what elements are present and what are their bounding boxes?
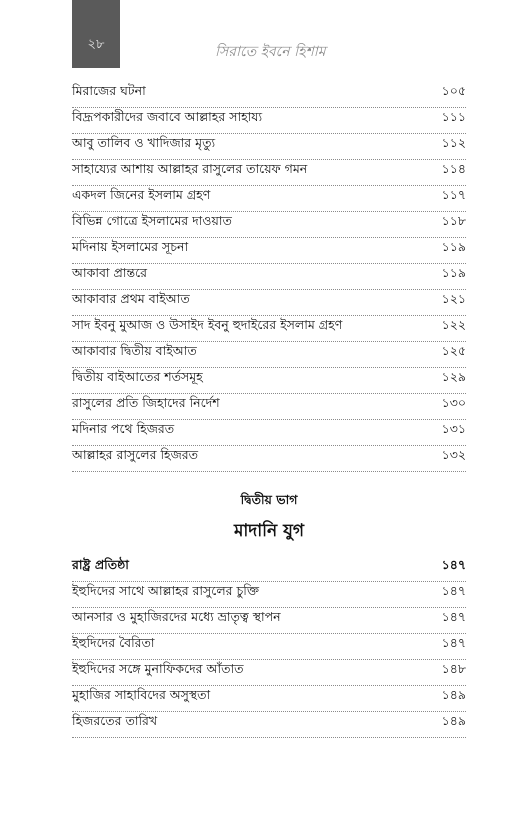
toc-entry-title: আবু তালিব ও খাদিজার মৃত্যু [72,135,216,150]
toc-entry[interactable] [72,712,466,738]
toc-entry[interactable] [72,108,466,134]
toc-entry-page: ১৩১ [441,421,466,436]
toc-entry-title: আকাবা প্রান্তরে [72,265,147,280]
toc-entry-page: ১৪৭ [441,635,466,650]
toc-list-part-one [72,82,466,472]
toc-entry-page: ১১১ [441,109,466,124]
part-title: মাদানি যুগ [233,521,305,541]
toc-entry[interactable] [72,446,466,472]
toc-entry-title: আকাবার দ্বিতীয় বাইআত [72,343,197,358]
toc-entry-page: ১১৯ [441,265,466,280]
toc-entry-page: ১০৫ [441,83,466,98]
toc-entry[interactable] [72,82,466,108]
toc-entry-title: মদিনায় ইসলামের সূচনা [72,239,189,254]
toc-entry-title: রাসুলের প্রতি জিহাদের নির্দেশ [72,395,220,410]
toc-entry-page: ১৪৮ [441,661,466,676]
toc-entry-page: ১৪৭ [441,557,466,572]
toc-entry-title: দ্বিতীয় বাইআতের শর্তসমূহ [72,369,203,384]
toc-entry-title: মিরাজের ঘটনা [72,83,146,98]
toc-entry-title: রাষ্ট্র প্রতিষ্ঠা [72,557,129,572]
toc-entry-title: আকাবার প্রথম বাইআত [72,291,190,306]
toc-entry[interactable] [72,290,466,316]
toc-entry-page: ১৩০ [441,395,466,410]
running-title: সিরাতে ইবনে হিশাম [215,44,326,60]
toc-entry[interactable] [72,394,466,420]
toc-entry[interactable] [72,342,466,368]
toc-entry-title: বিভিন্ন গোত্রে ইসলামের দাওয়াত [72,213,232,228]
toc-entry[interactable] [72,660,466,686]
toc-entry-title: সাদ ইবনু মুআজ ও উসাইদ ইবনু হুদাইরের ইসলাম গ্রহণ [72,317,343,332]
toc-entry-title: বিদ্রূপকারীদের জবাবে আল্লাহর সাহায্য [72,109,263,124]
toc-entry-page: ১৪৭ [441,583,466,598]
toc-entry[interactable] [72,134,466,160]
toc-entry[interactable] [72,634,466,660]
toc-entry-page: ১১২ [441,135,466,150]
toc-entry[interactable] [72,264,466,290]
toc-entry[interactable] [72,608,466,634]
toc-entry[interactable] [72,212,466,238]
toc-entry-page: ১৪৯ [441,687,466,702]
toc-entry-page: ১১৪ [441,161,466,176]
toc-entry-page: ১১৮ [441,213,466,228]
toc-entry-page: ১৪৯ [441,713,466,728]
toc-entry-page: ১২২ [441,317,466,332]
toc-section-heading[interactable] [72,556,466,582]
toc-entry[interactable] [72,420,466,446]
toc-entry-title: আনসার ও মুহাজিরদের মধ্যে ভ্রাতৃত্ব স্থাপন [72,609,281,624]
toc-entry[interactable] [72,316,466,342]
toc-entry[interactable] [72,686,466,712]
page-number-tab [72,0,120,68]
toc-entry[interactable] [72,238,466,264]
toc-entry-title: আল্লাহর রাসুলের হিজরত [72,447,199,462]
toc-entry-title: একদল জিনের ইসলাম গ্রহণ [72,187,211,202]
toc-entry-title: ইহুদিদের সঙ্গে মুনাফিকদের আঁতাত [72,661,244,676]
toc-entry-title: ইহুদিদের বৈরিতা [72,635,155,650]
page-number: ২৮ [87,37,105,52]
toc-entry-title: সাহায্যের আশায় আল্লাহর রাসুলের তায়েফ গমন [72,161,308,176]
toc-entry-title: মুহাজির সাহাবিদের অসুস্থতা [72,687,211,702]
toc-entry[interactable] [72,186,466,212]
toc-entry-title: ইহুদিদের সাথে আল্লাহর রাসুলের চুক্তি [72,583,259,598]
toc-entry-page: ১১৭ [441,187,466,202]
toc-entry-page: ১২৯ [441,369,466,384]
toc-entry-page: ১১৯ [441,239,466,254]
toc-entry-page: ১২১ [441,291,466,306]
part-label: দ্বিতীয় ভাগ [240,492,298,507]
toc-entry[interactable] [72,582,466,608]
toc-entry-page: ১৩২ [441,447,466,462]
toc-entry[interactable] [72,368,466,394]
toc-entry[interactable] [72,160,466,186]
toc-entry-page: ১২৫ [441,343,466,358]
toc-entry-title: মদিনার পথে হিজরত [72,421,175,436]
toc-list-part-two [72,556,466,738]
toc-entry-page: ১৪৭ [441,609,466,624]
toc-entry-title: হিজরতের তারিখ [72,713,158,728]
